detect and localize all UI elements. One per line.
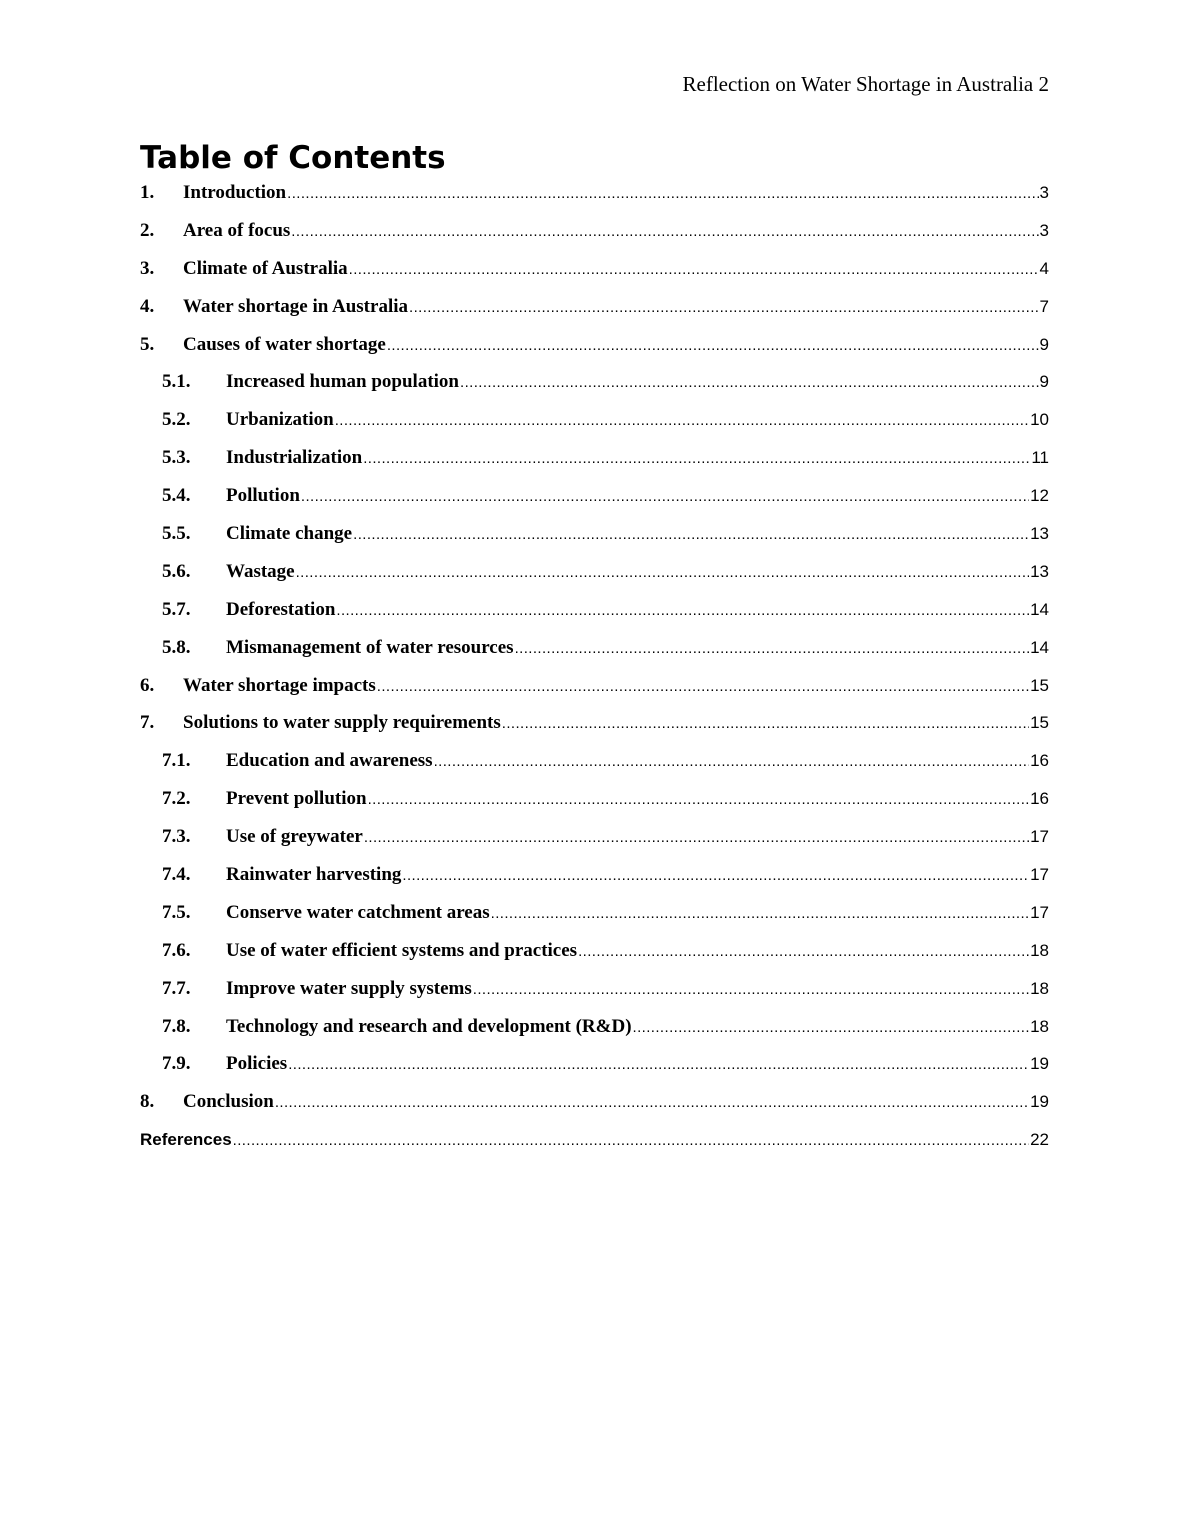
toc-entry-page: 17 [1030,827,1049,847]
toc-entry-number: 5.1. [162,371,191,393]
toc-entry-number: 5.5. [162,523,191,545]
toc-dot-leader [387,328,1039,364]
toc-subentry[interactable] [140,895,1049,933]
toc-entry-page: 19 [1030,1092,1049,1112]
toc-dot-leader [296,555,1029,591]
toc-entry-references[interactable] [140,1122,1049,1160]
toc-dot-leader [368,782,1030,818]
toc-dot-leader [578,934,1029,970]
toc-dot-leader [349,252,1039,288]
toc-entry-title[interactable]: Climate of Australia [183,257,348,279]
toc-subentry[interactable] [140,364,1049,402]
toc-subentry[interactable] [140,1046,1049,1084]
toc-entry-title[interactable]: Pollution [226,485,300,507]
toc-entry-page: 9 [1039,334,1049,354]
toc-entry-number: 7.4. [162,864,191,886]
toc-entry-number: 5. [140,333,155,355]
toc-entry-number: 7. [140,712,155,734]
toc-entry-page: 14 [1030,599,1049,619]
toc-subentry[interactable] [140,592,1049,630]
toc-dot-leader [353,517,1029,553]
toc-entry-title[interactable]: Use of greywater [226,826,363,848]
toc-entry-page: 11 [1031,448,1049,468]
toc-entry-number: 7.6. [162,939,191,961]
toc-dot-leader [335,403,1029,439]
toc-entry-page: 13 [1030,524,1049,544]
toc-dot-leader [275,1085,1029,1121]
toc-dot-leader [301,479,1029,515]
toc-entry-title[interactable]: Use of water efficient systems and practices [226,939,578,961]
toc-entry-title[interactable]: Deforestation [226,598,336,620]
toc-entry-number: 1. [140,182,155,203]
toc-entry-number: 5.8. [162,636,191,658]
toc-dot-leader [363,441,1030,477]
toc-entry-title[interactable]: Area of focus [183,219,291,241]
toc-dot-leader [515,631,1030,667]
toc-entry-title[interactable]: Technology and research and development (R&D) [226,1015,632,1037]
toc-dot-leader [377,669,1029,705]
toc-subentry[interactable] [140,933,1049,971]
toc-entry-page: 18 [1030,1016,1049,1036]
toc-entry-page: 14 [1030,637,1049,657]
toc-entry-page: 18 [1030,978,1049,998]
toc-entry-title[interactable]: Urbanization [226,409,334,431]
toc-entry-number: 6. [140,674,155,696]
toc-entry-number: 5.4. [162,485,191,507]
toc-entry-title[interactable]: Conserve water catchment areas [226,901,490,923]
toc-entry-page: 16 [1030,789,1049,809]
toc-entry-number: 5.6. [162,560,191,582]
toc-entry-page: 16 [1030,751,1049,771]
toc-subentry[interactable] [140,402,1049,440]
toc-dot-leader [291,214,1038,250]
toc-entry-title[interactable]: Climate change [226,523,353,545]
toc-entry-page: 12 [1030,486,1049,506]
toc-dot-leader [502,706,1029,742]
toc-entry-page: 10 [1030,410,1049,430]
toc-entry[interactable] [140,668,1049,706]
toc-entry-title[interactable]: Prevent pollution [226,788,367,810]
toc-subentry[interactable] [140,819,1049,857]
toc-subentry[interactable] [140,971,1049,1009]
toc-entry-number: 4. [140,295,155,317]
toc-subentry[interactable] [140,1009,1049,1047]
toc-entry-title[interactable]: References [140,1130,232,1150]
toc-dot-leader [434,744,1029,780]
toc-entry-page: 17 [1030,902,1049,922]
toc-dot-leader [409,290,1039,326]
toc-entry[interactable] [140,213,1049,251]
toc-entry[interactable] [140,289,1049,327]
toc-entry-page: 19 [1030,1054,1049,1074]
toc-entry-title[interactable]: Policies [226,1053,288,1075]
toc-subentry[interactable] [140,516,1049,554]
toc-entry[interactable] [140,1084,1049,1122]
toc-entry-page: 3 [1039,183,1049,202]
toc-entry-number: 7.1. [162,750,191,772]
toc-entry[interactable] [140,705,1049,743]
toc-entry-title[interactable]: Improve water supply systems [226,977,472,999]
toc-dot-leader [460,365,1039,401]
toc-entry-page: 3 [1039,220,1049,240]
toc-entry-number: 3. [140,257,155,279]
toc-dot-leader [336,593,1029,629]
toc-subentry[interactable] [140,630,1049,668]
toc-entry-page: 15 [1030,675,1049,695]
toc-entry[interactable] [140,175,1049,213]
toc-dot-leader [288,1047,1029,1083]
toc-entry-title[interactable]: Causes of water shortage [183,333,386,355]
toc-entry-number: 2. [140,219,155,241]
toc-entry-title[interactable]: Industrialization [226,447,363,469]
toc-entry-number: 7.3. [162,826,191,848]
toc-dot-leader [633,1010,1030,1046]
toc-entry-page: 18 [1030,940,1049,960]
toc-entry-number: 7.5. [162,901,191,923]
toc-entry-page: 17 [1030,865,1049,885]
toc-subentry[interactable] [140,781,1049,819]
toc-entry-number: 7.9. [162,1053,191,1075]
toc-entry-title[interactable]: Rainwater harvesting [226,864,402,886]
toc-entry-number: 5.7. [162,598,191,620]
toc-entry-number: 5.3. [162,447,191,469]
toc-dot-leader [287,176,1038,212]
toc-subentry[interactable] [140,857,1049,895]
toc-entry-page: 15 [1030,713,1049,733]
toc-dot-leader [402,858,1029,894]
toc-entry-title[interactable]: Increased human population [226,371,459,393]
toc-entry[interactable] [140,327,1049,365]
toc-entry-number: 7.7. [162,977,191,999]
toc-entry-title[interactable]: Education and awareness [226,750,433,772]
toc-entry-page: 22 [1030,1130,1049,1150]
toc-subentry[interactable] [140,478,1049,516]
toc-entry-page: 9 [1039,372,1049,392]
toc-subentry[interactable] [140,440,1049,478]
toc-entry-page: 7 [1039,296,1049,316]
toc-subentry[interactable] [140,743,1049,781]
toc-entry-number: 5.2. [162,409,191,431]
toc-entry-title[interactable]: Water shortage in Australia [183,295,409,317]
toc-subentry[interactable] [140,554,1049,592]
toc-entry-page: 4 [1039,258,1049,278]
toc-entry-title[interactable]: Water shortage impacts [183,674,376,696]
toc-entry-title[interactable]: Introduction [183,182,287,203]
toc-dot-leader [491,896,1029,932]
toc-entry-title[interactable]: Mismanagement of water resources [226,636,514,658]
toc-entry-title[interactable]: Conclusion [183,1091,274,1113]
running-header: Reflection on Water Shortage in Australia 2 [682,72,1049,96]
toc-entry-number: 8. [140,1091,155,1113]
toc-title: Table of Contents [140,140,446,176]
toc-entry-title[interactable]: Wastage [226,560,295,582]
toc-dot-leader [364,820,1029,856]
toc-entry-title[interactable]: Solutions to water supply requirements [183,712,501,734]
toc-dot-leader [473,972,1029,1008]
toc-entry[interactable] [140,251,1049,289]
toc-entry-page: 13 [1030,561,1049,581]
toc-entry-number: 7.8. [162,1015,191,1037]
toc-entry-number: 7.2. [162,788,191,810]
toc-list [140,175,1049,1160]
toc-dot-leader [233,1123,1029,1159]
